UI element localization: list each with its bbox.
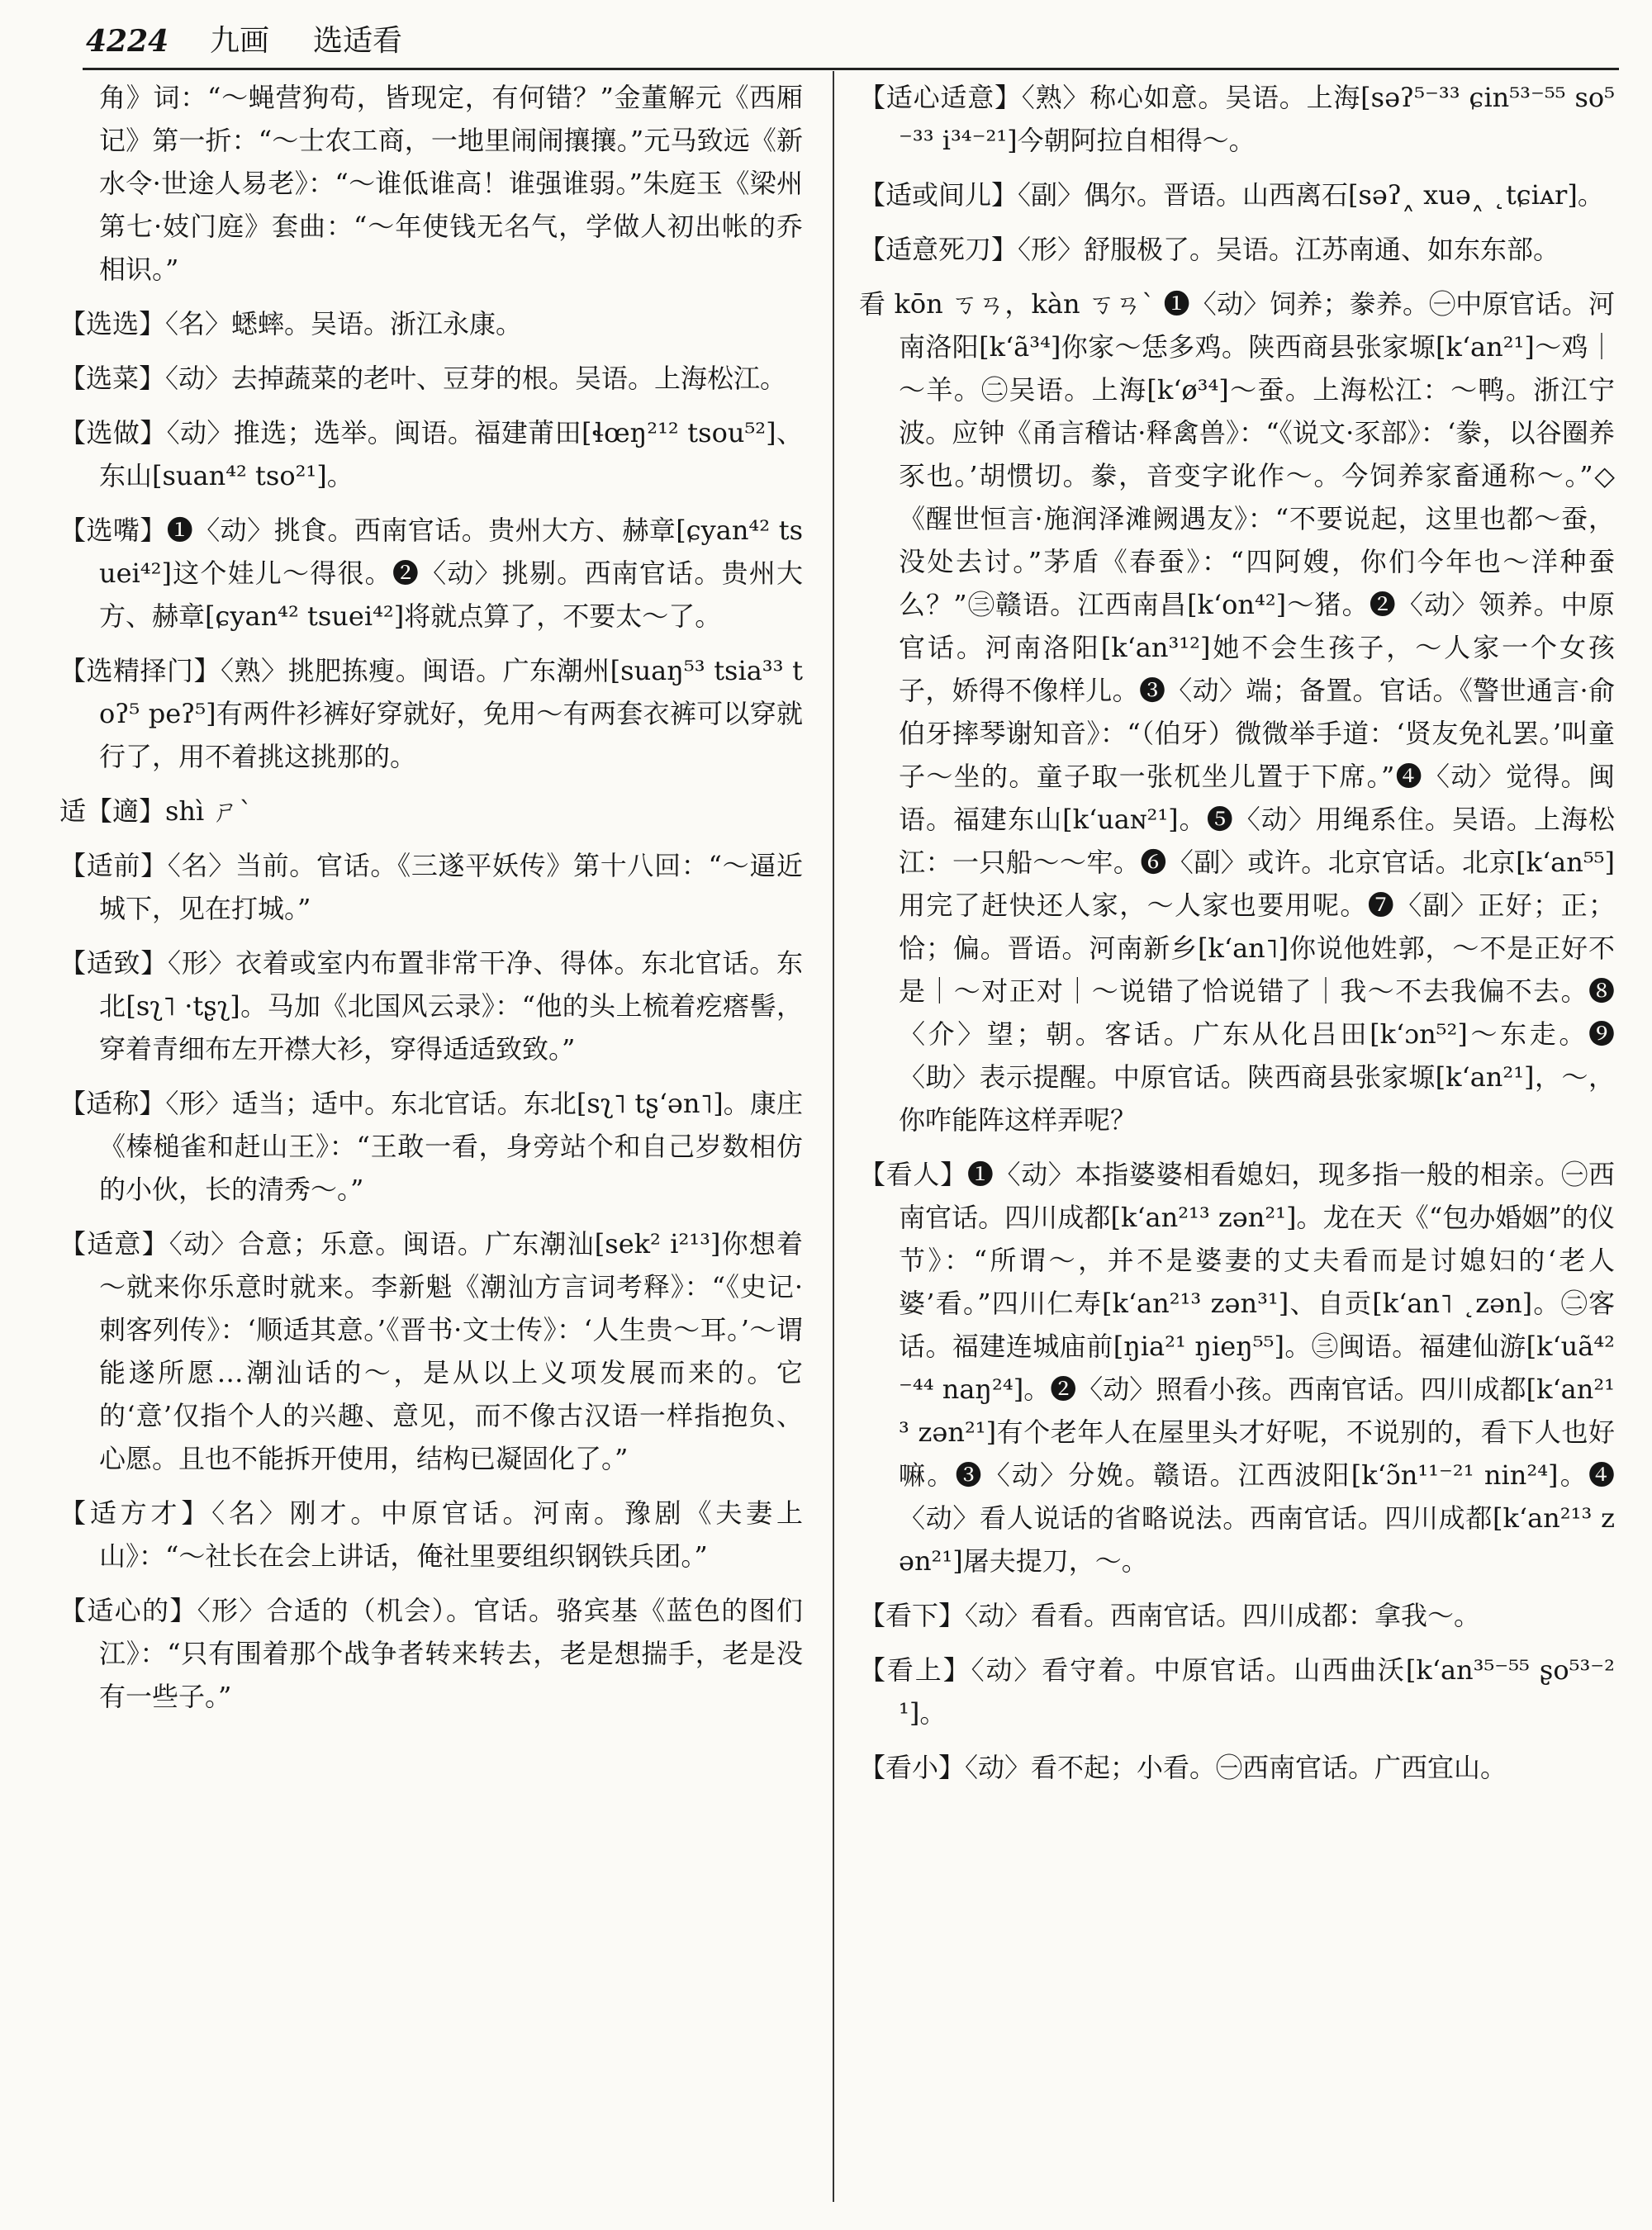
- header-rule: [83, 68, 1619, 70]
- dictionary-entry: 【看上】〈动〉看守着。中原官话。山西曲沃[kʻan³⁵⁻⁵⁵ ʂo⁵³⁻²¹]。: [859, 1654, 1615, 1729]
- dictionary-entry: 【适意】〈动〉合意；乐意。闽语。广东潮汕[sek² i²¹³]你想着～就来你乐意时就来。李新魁《潮汕方言词考释》：“《史记·刺客列传》：‘顺适其意。’《晋书·文士传》：‘人生贵～耳。’～谓能遂所愿…潮汕话的～，是从以上义项发展而来的。它的‘意’仅指个人的兴趣、意见，而不像古汉语一样指抱负、心愿。且也不能拆开使用，结构已凝固化了。”: [59, 1228, 803, 1474]
- dictionary-entry: 【选精择门】〈熟〉挑肥拣瘦。闽语。广东潮州[suaŋ⁵³ tsia³³ toʔ⁵ peʔ⁵]有两件衫裤好穿就好，免用～有两套衣裤可以穿就行了，用不着挑这挑那的。: [59, 655, 803, 772]
- dictionary-entry: 【适心的】〈形〉合适的（机会）。官话。骆宾基《蓝色的图们江》：“只有围着那个战争者转来转去，老是想揣手，老是没有一些子。”: [59, 1595, 803, 1712]
- head-character-entry: 适【適】shì ㄕˋ: [59, 795, 253, 827]
- dictionary-entry: 【适方才】〈名〉刚才。中原官话。河南。豫剧《夫妻上山》：“～社长在会上讲话，俺社里要组织钢铁兵团。”: [59, 1497, 803, 1572]
- headword-range: 选适看: [313, 24, 403, 58]
- dictionary-entry: 【适称】〈形〉适当；适中。东北官话。东北[sʅ˥ tʂʻən˥]。康庄《榛槌雀和赶山王》：“王敢一看，身旁站个和自己岁数相仿的小伙，长的清秀～。”: [59, 1088, 803, 1205]
- head-character-entry: 看 kōn ㄎㄢ，kàn ㄎㄢˋ ❶〈动〉饲养；豢养。㊀中原官话。河南洛阳[kʻã³⁴]你家～恁多鸡。陕西商县张家塬[kʻan²¹]～鸡｜～羊。㊁吴语。上海[kʻø³⁴]～蚕。上海松江：～鸭。浙江宁波。应钟《甬言稽诂·释禽兽》：“《说文·豕部》：‘豢，以谷圈养豕也。’胡惯切。豢，音变字讹作～。今饲养家畜通称～。”◇《醒世恒言·施润泽滩阙遇友》：“不要说起，这里也都～蚕，没处去讨。”茅盾《春蚕》：“四阿嫂，你们今年也～洋种蚕么？”㊂赣语。江西南昌[kʻon⁴²]～猪。❷〈动〉领养。中原官话。河南洛阳[kʻan³¹²]她不会生孩子，～人家一个女孩子，娇得不像样儿。❸〈动〉端；备置。官话。《警世通言·俞伯牙摔琴谢知音》：“（伯牙）微微举手道：‘贤友免礼罢。’叫童子～坐的。童子取一张杌坐儿置于下席。”❹〈动〉觉得。闽语。福建东山[kʻuaɴ²¹]。❺〈动〉用绳系住。吴语。上海松江：一只船～～牢。❻〈副〉或许。北京官话。北京[kʻan⁵⁵]用完了赶快还人家，～人家也要用呢。❼〈副〉正好；正；恰；偏。晋语。河南新乡[kʻan˥]你说他姓郭，～不是正好不是｜～对正对｜～说错了恰说错了｜我～不去我偏不去。❽〈介〉望；朝。客话。广东从化吕田[kʻɔn⁵²]～东走。❾〈助〉表示提醒。中原官话。陕西商县张家塬[kʻan²¹]，～，你咋能阵这样弄呢？: [859, 288, 1615, 1136]
- dictionary-entry: 【适心适意】〈熟〉称心如意。吴语。上海[səʔ⁵⁻³³ ɕin⁵³⁻⁵⁵ so⁵⁻³³ i³⁴⁻²¹]今朝阿拉自相得～。: [859, 82, 1615, 156]
- dictionary-entry: 【适意死刀】〈形〉舒服极了。吴语。江苏南通、如东东部。: [859, 234, 1560, 265]
- stroke-count-heading: 九画: [210, 24, 270, 58]
- dictionary-entry: 【选菜】〈动〉去掉蔬菜的老叶、豆芽的根。吴语。上海松江。: [59, 363, 787, 394]
- dictionary-entry: 【选嘴】❶〈动〉挑食。西南官话。贵州大方、赫章[ɕyan⁴² tsuei⁴²]这个娃儿～得很。❷〈动〉挑剔。西南官话。贵州大方、赫章[ɕyan⁴² tsuei⁴²]将就点算了，不要太～了。: [59, 515, 803, 632]
- dictionary-entry: 【选选】〈名〉蟋蟀。吴语。浙江永康。: [59, 308, 523, 339]
- entry-continuation: 角》词：“～蝇营狗苟，皆现定，有何错？”金董解元《西厢记》第一折：“～士农工商，一地里闹闹攘攘。”元马致远《新水令·世途人易老》：“～谁低谁高！谁强谁弱。”朱庭玉《梁州第七·妓门庭》套曲：“～年使钱无名气，学做人初出帐的乔相识。”: [99, 82, 803, 285]
- page-number: 4224: [86, 24, 169, 59]
- dictionary-entry: 【看小】〈动〉看不起；小看。㊀西南官话。广西宜山。: [859, 1752, 1507, 1783]
- dictionary-entry: 【适前】〈名〉当前。官话。《三遂平妖传》第十八回：“～逼近城下，见在打城。”: [59, 850, 803, 924]
- column-divider: [833, 71, 834, 2202]
- left-column: [59, 76, 803, 2215]
- page-header: [86, 23, 1622, 73]
- dictionary-entry: 【看下】〈动〉看看。西南官话。四川成都：拿我～。: [859, 1600, 1481, 1631]
- right-column: [859, 76, 1615, 2215]
- dictionary-entry: 【看人】❶〈动〉本指婆婆相看媳妇，现多指一般的相亲。㊀西南官话。四川成都[kʻan²¹³ zən²¹]。龙在天《“包办婚姻”的仪节》：“所谓～，并不是婆妻的丈夫看而是讨媳妇的‘老人婆’看。”四川仁寿[kʻan²¹³ zən³¹]、自贡[kʻan˥ ˛zən]。㊁客话。福建连城庙前[ŋia²¹ ŋieŋ⁵⁵]。㊂闽语。福建仙游[kʻuã⁴²⁻⁴⁴ naŋ²⁴]。❷〈动〉照看小孩。西南官话。四川成都[kʻan²¹³ zən²¹]有个老年人在屋里头才好呢，不说别的，看下人也好嘛。❸〈动〉分娩。赣语。江西波阳[kʻɔ̃n¹¹⁻²¹ nin²⁴]。❹〈动〉看人说话的省略说法。西南官话。四川成都[kʻan²¹³ zən²¹]屠夫提刀，～。: [859, 1159, 1615, 1577]
- dictionary-entry: 【适致】〈形〉衣着或室内布置非常干净、得体。东北官话。东北[sʅ˥ ·tʂʅ]。马加《北国风云录》：“他的头上梳着疙瘩髻，穿着青细布左开襟大衫，穿得适适致致。”: [59, 947, 803, 1065]
- dictionary-entry: 【选做】〈动〉推选；选举。闽语。福建莆田[ɬœŋ²¹² tsou⁵²]、东山[suan⁴² tso²¹]。: [59, 417, 803, 491]
- dictionary-entry: 【适或间儿】〈副〉偶尔。晋语。山西离石[səʔ˰ xuə˰ ˛tɕiᴀr]。: [859, 179, 1604, 211]
